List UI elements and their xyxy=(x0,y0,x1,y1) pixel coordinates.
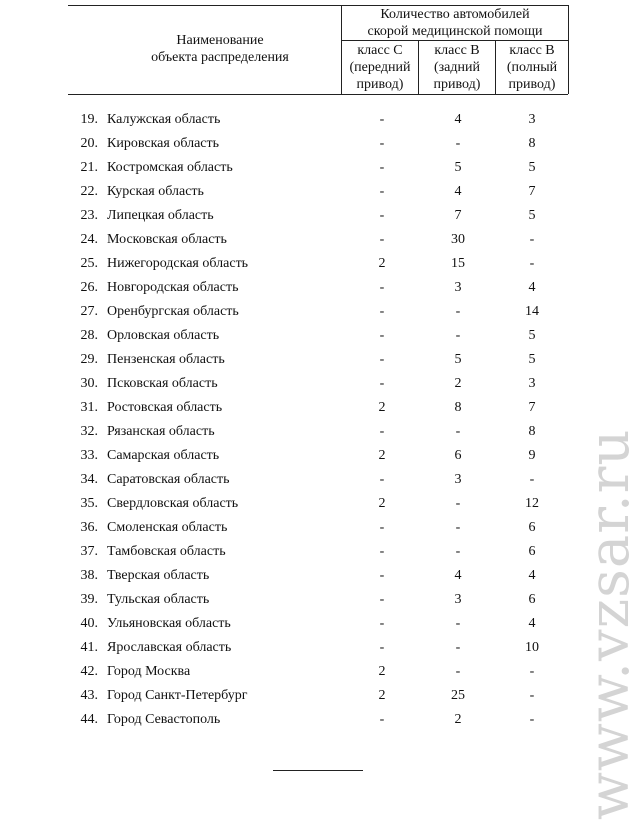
row-number: 35. xyxy=(80,496,98,511)
table-row xyxy=(0,684,631,708)
count-class-b-rear: - xyxy=(455,616,461,631)
row-number: 44. xyxy=(80,712,98,727)
region-name: Нижегородская область xyxy=(107,256,249,271)
count-class-b-full: 9 xyxy=(528,448,536,463)
count-class-b-rear: 5 xyxy=(454,160,462,175)
region-name: Смоленская область xyxy=(107,520,228,535)
header-col-class-b-full: класс В (полный привод) xyxy=(506,43,558,92)
row-number: 27. xyxy=(80,304,98,319)
count-class-b-full: 3 xyxy=(528,112,536,127)
region-name: Московская область xyxy=(107,232,227,247)
count-class-c: - xyxy=(379,232,385,247)
count-class-b-full: 4 xyxy=(528,616,536,631)
table-row xyxy=(0,636,631,660)
count-class-b-rear: 3 xyxy=(454,472,462,487)
count-class-b-full: - xyxy=(529,688,535,703)
table-row xyxy=(0,516,631,540)
count-class-c: - xyxy=(379,184,385,199)
table-row xyxy=(0,252,631,276)
count-class-b-rear: 30 xyxy=(451,232,465,247)
count-class-b-rear: 5 xyxy=(454,352,462,367)
footnote-separator xyxy=(273,770,363,771)
table-row xyxy=(0,276,631,300)
count-class-b-full: 4 xyxy=(528,280,536,295)
count-class-b-full: 5 xyxy=(528,352,536,367)
table-row xyxy=(0,420,631,444)
count-class-c: - xyxy=(379,520,385,535)
count-class-b-rear: 4 xyxy=(454,112,462,127)
count-class-b-full: 6 xyxy=(528,592,536,607)
region-name: Город Москва xyxy=(107,664,191,679)
table-row xyxy=(0,372,631,396)
count-class-c: - xyxy=(379,304,385,319)
row-number: 38. xyxy=(80,568,98,583)
count-class-b-full: 6 xyxy=(528,544,536,559)
count-class-c: - xyxy=(379,568,385,583)
count-class-c: - xyxy=(379,136,385,151)
table-row xyxy=(0,348,631,372)
count-class-c: - xyxy=(379,352,385,367)
count-class-b-full: 7 xyxy=(528,184,536,199)
row-number: 32. xyxy=(80,424,98,439)
region-name: Оренбургская область xyxy=(107,304,239,319)
count-class-c: 2 xyxy=(378,400,386,415)
row-number: 41. xyxy=(80,640,98,655)
region-name: Орловская область xyxy=(107,328,220,343)
count-class-c: - xyxy=(379,160,385,175)
count-class-b-rear: - xyxy=(455,424,461,439)
region-name: Кировская область xyxy=(107,136,220,151)
region-name: Тверская область xyxy=(107,568,210,583)
table-row xyxy=(0,564,631,588)
row-number: 33. xyxy=(80,448,98,463)
row-number: 30. xyxy=(80,376,98,391)
table-row xyxy=(0,492,631,516)
count-class-c: - xyxy=(379,640,385,655)
region-name: Саратовская область xyxy=(107,472,230,487)
region-name: Тамбовская область xyxy=(107,544,226,559)
table-row xyxy=(0,108,631,132)
count-class-b-rear: 3 xyxy=(454,592,462,607)
table-row xyxy=(0,540,631,564)
region-name: Новгородская область xyxy=(107,280,239,295)
region-name: Самарская область xyxy=(107,448,220,463)
table-row xyxy=(0,300,631,324)
row-number: 24. xyxy=(80,232,98,247)
region-name: Свердловская область xyxy=(107,496,239,511)
count-class-b-rear: 3 xyxy=(454,280,462,295)
count-class-b-full: 5 xyxy=(528,208,536,223)
table-row xyxy=(0,588,631,612)
region-name: Калужская область xyxy=(107,112,221,127)
table-header-bottom-border xyxy=(68,94,568,95)
row-number: 21. xyxy=(80,160,98,175)
table-row xyxy=(0,204,631,228)
count-class-c: - xyxy=(379,472,385,487)
table-row xyxy=(0,468,631,492)
count-class-c: - xyxy=(379,424,385,439)
table-row xyxy=(0,708,631,732)
count-class-b-full: 7 xyxy=(528,400,536,415)
row-number: 36. xyxy=(80,520,98,535)
region-name: Псковская область xyxy=(107,376,218,391)
count-class-b-full: 14 xyxy=(525,304,539,319)
count-class-b-rear: 25 xyxy=(451,688,465,703)
count-class-b-rear: - xyxy=(455,496,461,511)
region-name: Ростовская область xyxy=(107,400,223,415)
count-class-b-rear: - xyxy=(455,328,461,343)
row-number: 25. xyxy=(80,256,98,271)
row-number: 42. xyxy=(80,664,98,679)
count-class-b-rear: - xyxy=(455,304,461,319)
header-col-class-c: класс С (передний привод) xyxy=(349,43,411,92)
count-class-b-rear: 6 xyxy=(454,448,462,463)
count-class-c: - xyxy=(379,592,385,607)
count-class-b-full: 4 xyxy=(528,568,536,583)
count-class-b-full: - xyxy=(529,472,535,487)
row-number: 34. xyxy=(80,472,98,487)
count-class-c: - xyxy=(379,616,385,631)
table-row xyxy=(0,180,631,204)
count-class-c: 2 xyxy=(378,496,386,511)
row-number: 23. xyxy=(80,208,98,223)
region-name: Рязанская область xyxy=(107,424,215,439)
count-class-b-rear: - xyxy=(455,136,461,151)
row-number: 40. xyxy=(80,616,98,631)
table-row xyxy=(0,324,631,348)
count-class-b-full: 5 xyxy=(528,328,536,343)
count-class-c: - xyxy=(379,376,385,391)
count-class-c: - xyxy=(379,328,385,343)
count-class-b-rear: 15 xyxy=(451,256,465,271)
row-number: 31. xyxy=(80,400,98,415)
count-class-b-rear: 4 xyxy=(454,568,462,583)
row-number: 28. xyxy=(80,328,98,343)
count-class-c: - xyxy=(379,544,385,559)
count-class-b-full: - xyxy=(529,664,535,679)
header-divider xyxy=(568,5,569,94)
count-class-b-full: 5 xyxy=(528,160,536,175)
row-number: 26. xyxy=(80,280,98,295)
table-row xyxy=(0,444,631,468)
row-number: 39. xyxy=(80,592,98,607)
region-name: Ярославская область xyxy=(107,640,232,655)
count-class-b-full: 8 xyxy=(528,136,536,151)
count-class-b-rear: - xyxy=(455,664,461,679)
watermark: www.vzsar.ru xyxy=(577,428,642,820)
row-number: 20. xyxy=(80,136,98,151)
region-name: Ульяновская область xyxy=(107,616,231,631)
count-class-b-rear: 2 xyxy=(454,376,462,391)
header-group-title: Количество автомобилей скорой медицинской помощи xyxy=(367,7,543,39)
count-class-b-rear: 8 xyxy=(454,400,462,415)
count-class-c: 2 xyxy=(378,664,386,679)
region-name: Город Севастополь xyxy=(107,712,221,727)
count-class-b-full: - xyxy=(529,232,535,247)
count-class-b-rear: - xyxy=(455,544,461,559)
table-row xyxy=(0,228,631,252)
count-class-b-rear: 4 xyxy=(454,184,462,199)
table-row xyxy=(0,396,631,420)
count-class-c: 2 xyxy=(378,448,386,463)
row-number: 29. xyxy=(80,352,98,367)
region-name: Город Санкт-Петербург xyxy=(107,688,248,703)
count-class-c: - xyxy=(379,112,385,127)
count-class-b-rear: 7 xyxy=(454,208,462,223)
table-row xyxy=(0,156,631,180)
count-class-c: 2 xyxy=(378,256,386,271)
count-class-b-full: 8 xyxy=(528,424,536,439)
count-class-b-rear: - xyxy=(455,520,461,535)
count-class-c: - xyxy=(379,280,385,295)
table-row xyxy=(0,612,631,636)
region-name: Тульская область xyxy=(107,592,210,607)
count-class-b-full: 10 xyxy=(525,640,539,655)
row-number: 19. xyxy=(80,112,98,127)
count-class-b-rear: - xyxy=(455,640,461,655)
count-class-c: - xyxy=(379,712,385,727)
table-row xyxy=(0,132,631,156)
region-name: Костромская область xyxy=(107,160,233,175)
count-class-b-full: 3 xyxy=(528,376,536,391)
header-group-divider xyxy=(341,40,568,41)
header-name-column: Наименование объекта распределения xyxy=(151,33,289,65)
header-col-class-b-rear: класс В (задний привод) xyxy=(433,43,481,92)
count-class-b-full: 6 xyxy=(528,520,536,535)
region-name: Пензенская область xyxy=(107,352,225,367)
count-class-b-full: - xyxy=(529,712,535,727)
table-row xyxy=(0,660,631,684)
count-class-b-full: 12 xyxy=(525,496,539,511)
count-class-c: - xyxy=(379,208,385,223)
row-number: 37. xyxy=(80,544,98,559)
count-class-c: 2 xyxy=(378,688,386,703)
count-class-b-rear: 2 xyxy=(454,712,462,727)
count-class-b-full: - xyxy=(529,256,535,271)
region-name: Курская область xyxy=(107,184,204,199)
region-name: Липецкая область xyxy=(107,208,214,223)
row-number: 43. xyxy=(80,688,98,703)
row-number: 22. xyxy=(80,184,98,199)
